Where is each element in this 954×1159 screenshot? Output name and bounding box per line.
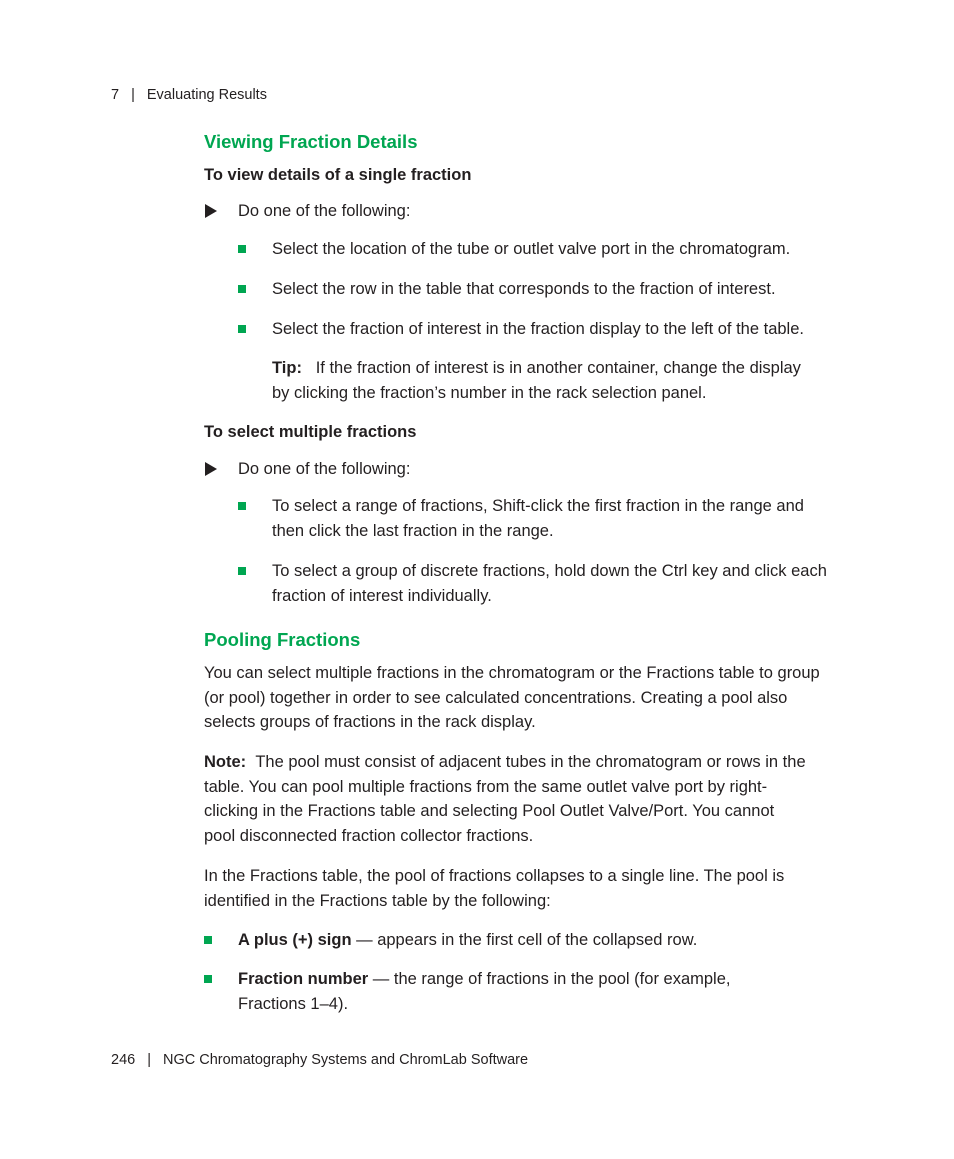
list-item: To select a range of fractions, Shift-click the first fraction in the range and then click the last fraction in the range.: [272, 497, 804, 540]
tip-block: [272, 356, 812, 405]
footer-separator: |: [147, 1052, 151, 1068]
list-item-term: A plus (+) sign: [238, 931, 352, 949]
page-number: 246: [111, 1052, 136, 1068]
green-square-bullet-icon: [238, 502, 246, 510]
green-square-bullet-icon: [238, 325, 246, 333]
green-square-bullet-icon: [238, 567, 246, 575]
section-heading-pooling-fractions: Pooling Fractions: [204, 629, 361, 650]
list-item: To select a group of discrete fractions, hold down the Ctrl key and click each fraction of interest individually.: [272, 562, 827, 605]
chapter-number: 7: [111, 87, 120, 103]
list-item: Select the location of the tube or outlet valve port in the chromatogram.: [272, 240, 791, 258]
tip-text: If the fraction of interest is in another container, change the display by clicking the fraction’s number in the rack selection panel.: [272, 359, 801, 402]
paragraph: You can select multiple fractions in the chromatogram or the Fractions table to group (or pool) together in order to see calculated concentrations. Creating a pool also selects groups of fractions in the rack display.: [204, 664, 820, 731]
list-item: Select the fraction of interest in the fraction display to the left of the table.: [272, 320, 804, 338]
list-item: Select the row in the table that corresponds to the fraction of interest.: [272, 280, 776, 298]
page-footer: [111, 1052, 528, 1068]
book-title: NGC Chromatography Systems and ChromLab Software: [162, 1052, 529, 1068]
procedure-heading-single-fraction: To view details of a single fraction: [204, 166, 472, 184]
procedure-heading-multiple-fractions: To select multiple fractions: [204, 423, 417, 441]
list-item: [238, 967, 768, 1016]
section-heading-viewing-fraction-details: Viewing Fraction Details: [204, 131, 418, 152]
running-header: [111, 87, 267, 103]
list-item-text: — appears in the first cell of the collapsed row.: [356, 931, 698, 949]
step-text: Do one of the following:: [238, 202, 411, 220]
tip-label: Tip:: [272, 359, 302, 377]
note-label: Note:: [204, 753, 247, 771]
note-block: [204, 750, 808, 848]
step-arrow-icon: [204, 204, 218, 218]
list-item-term: Fraction number: [238, 970, 369, 988]
green-square-bullet-icon: [238, 285, 246, 293]
green-square-bullet-icon: [204, 975, 212, 983]
step-arrow-icon: [204, 462, 218, 476]
note-text: The pool must consist of adjacent tubes in the chromatogram or rows in the table. You can pool multiple fractions from the same outlet valve port by right-clicking in the Fractions table and selecting Pool Outlet Valve/Port. You cannot pool disconnected fraction collector fractions.: [204, 753, 806, 845]
paragraph: In the Fractions table, the pool of fractions collapses to a single line. The pool is identified in the Fractions table by the following:: [204, 867, 785, 910]
list-item-text: — the range of fractions in the pool (for example, Fractions 1–4).: [238, 970, 731, 1013]
list-item: [238, 928, 798, 953]
green-square-bullet-icon: [204, 936, 212, 944]
step-text: Do one of the following:: [238, 460, 411, 478]
header-separator: |: [131, 87, 135, 103]
green-square-bullet-icon: [238, 245, 246, 253]
chapter-title: Evaluating Results: [146, 87, 267, 103]
